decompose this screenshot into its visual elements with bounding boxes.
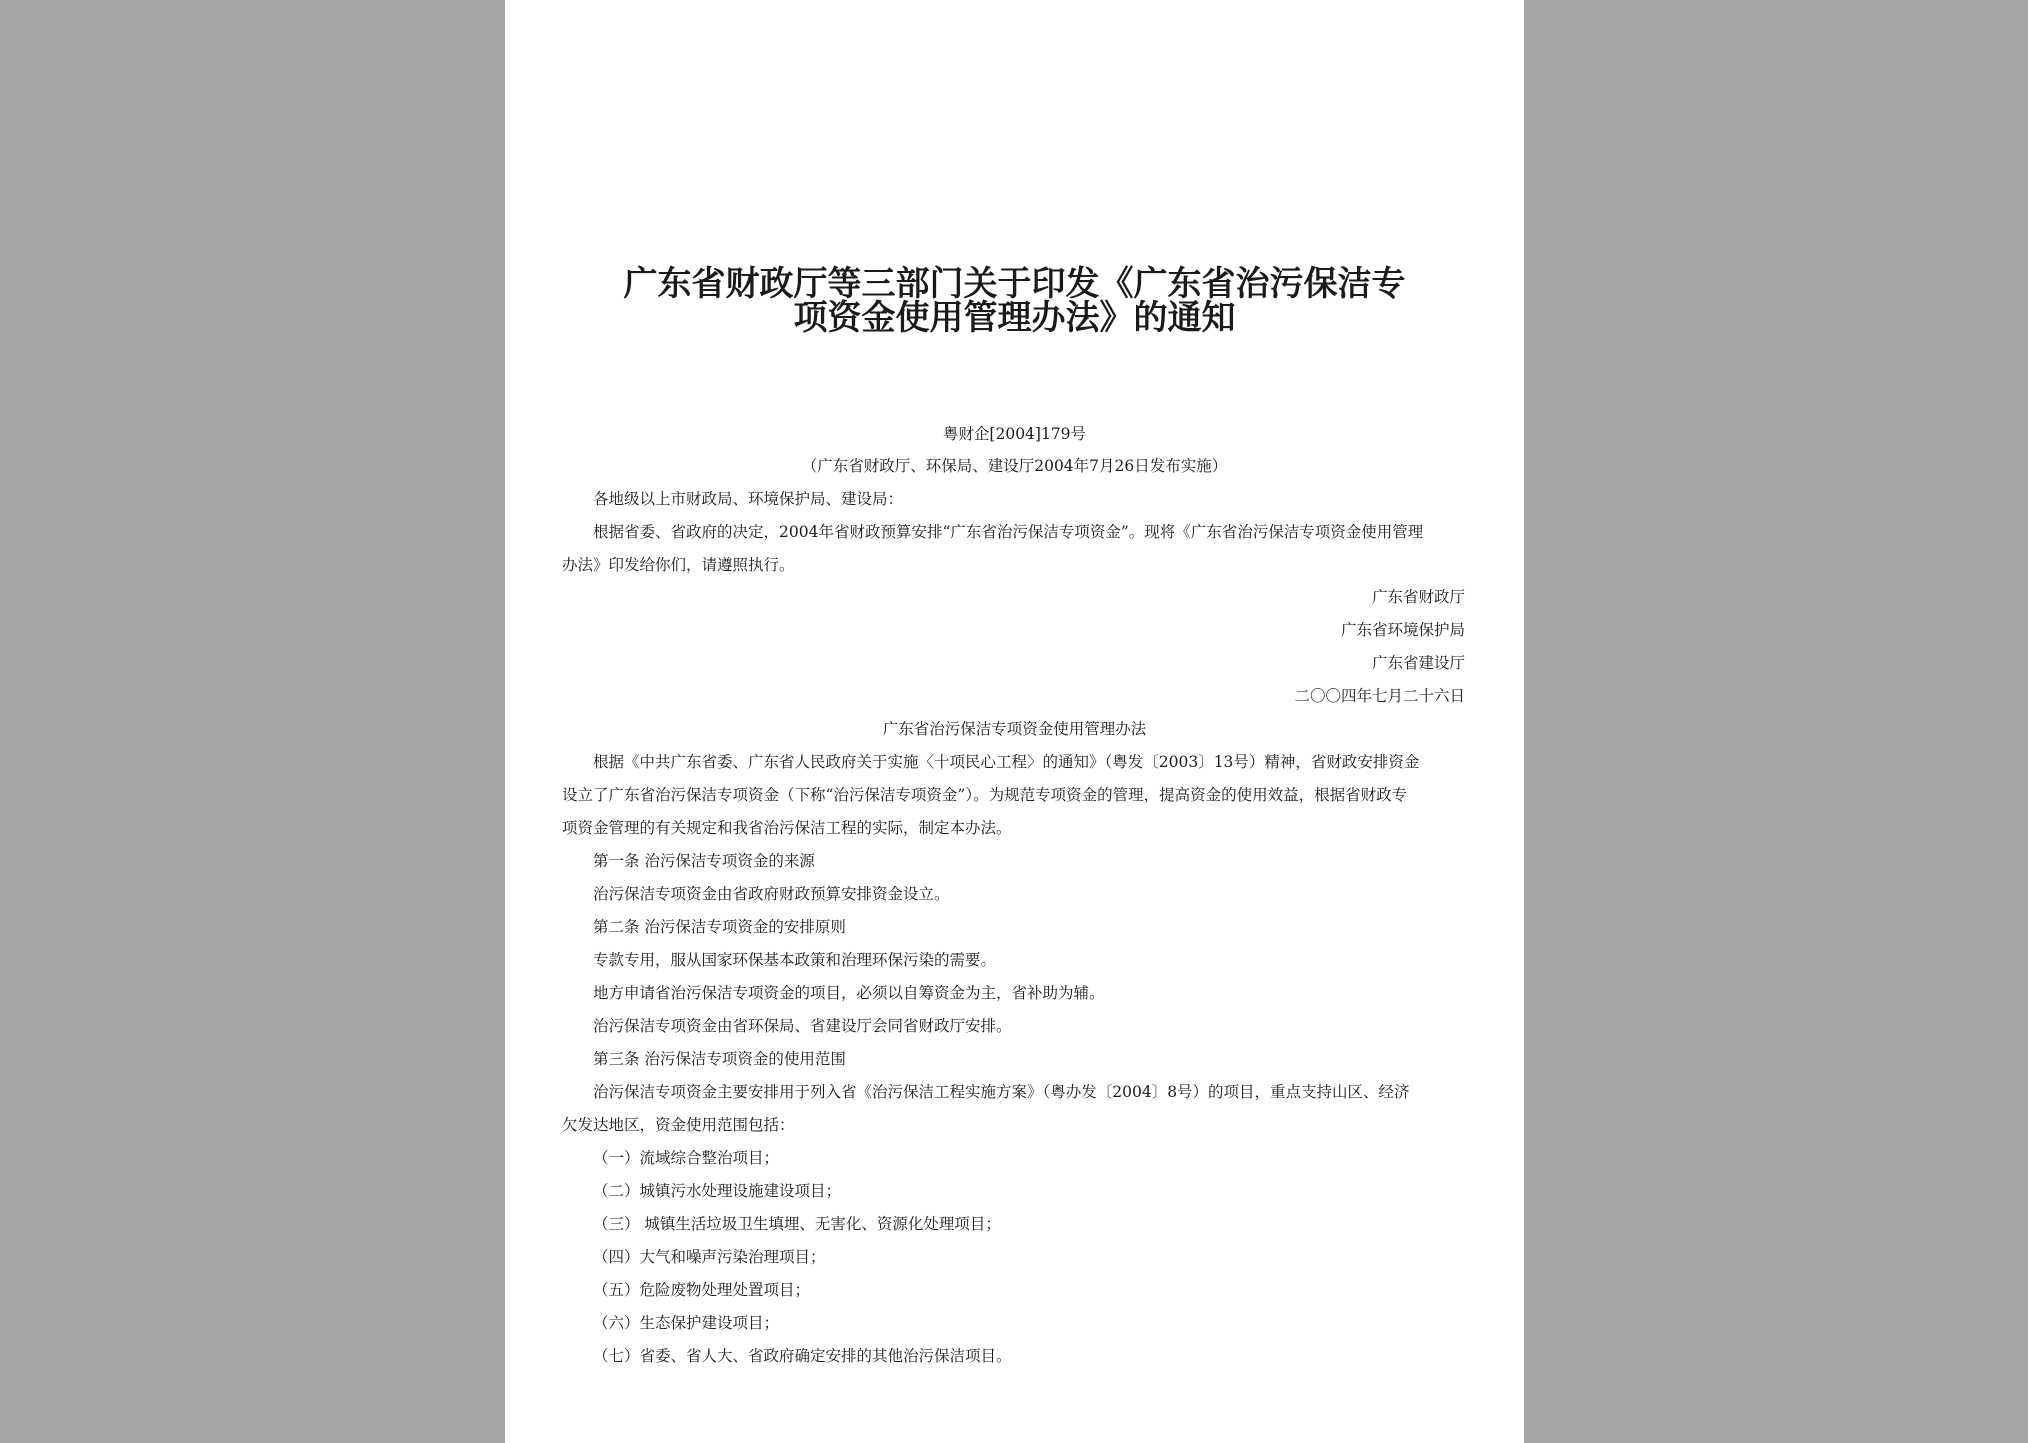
document-title-line-1: 广东省财政厅等三部门关于印发《广东省治污保洁专	[623, 264, 1406, 304]
scope-item-2: （二）城镇污水处理设施建设项目；	[593, 1182, 842, 1200]
article-2-text-2: 地方申请省治污保洁专项资金的项目，必须以自筹资金为主，省补助为辅。	[593, 984, 1105, 1002]
signatory-environment-bureau: 广东省环境保护局	[1340, 621, 1465, 639]
addressee: 各地级以上市财政局、环境保护局、建设局：	[593, 490, 904, 508]
issuance-note: （广东省财政厅、环保局、建设厅2004年7月26日发布实施）	[801, 457, 1228, 475]
scope-item-6: （六）生态保护建设项目；	[593, 1314, 780, 1332]
document-page	[505, 0, 1524, 1443]
article-2-heading: 第二条 治污保洁专项资金的安排原则	[593, 918, 846, 936]
signature-date: 二〇〇四年七月二十六日	[1294, 687, 1465, 705]
intro-paragraph-line-2: 办法》印发给你们，请遵照执行。	[562, 556, 795, 574]
scope-item-5: （五）危险废物处理处置项目；	[593, 1281, 811, 1299]
signatory-construction-dept: 广东省建设厅	[1371, 654, 1465, 672]
document-title-line-2: 项资金使用管理办法》的通知	[793, 298, 1236, 338]
article-2-text-1: 专款专用，服从国家环保基本政策和治理环保污染的需要。	[593, 951, 997, 969]
article-3-text-line-1: 治污保洁专项资金主要安排用于列入省《治污保洁工程实施方案》（粤办发〔2004〕8号）的项目，重点支持山区、经济	[593, 1083, 1410, 1101]
basis-paragraph-line-2: 设立了广东省治污保洁专项资金（下称“治污保洁专项资金”）。为规范专项资金的管理，提高资金的使用效益，根据省财政专	[562, 786, 1408, 804]
basis-paragraph-line-3: 项资金管理的有关规定和我省治污保洁工程的实际，制定本办法。	[562, 819, 1012, 837]
signatory-finance-dept: 广东省财政厅	[1371, 588, 1465, 606]
article-2-text-3: 治污保洁专项资金由省环保局、省建设厅会同省财政厅安排。	[593, 1017, 1012, 1035]
scope-item-1: （一）流域综合整治项目；	[593, 1149, 780, 1167]
intro-paragraph-line-1: 根据省委、省政府的决定，2004年省财政预算安排“广东省治污保洁专项资金”。现将《广东省治污保洁专项资金使用管理	[593, 523, 1424, 541]
scope-item-7: （七）省委、省人大、省政府确定安排的其他治污保洁项目。	[593, 1347, 1012, 1365]
article-3-text-line-2: 欠发达地区，资金使用范围包括：	[562, 1116, 795, 1134]
scope-item-3: （三） 城镇生活垃圾卫生填埋、无害化、资源化处理项目；	[593, 1215, 1001, 1233]
scope-item-4: （四）大气和噪声污染治理项目；	[593, 1248, 826, 1266]
article-3-heading: 第三条 治污保洁专项资金的使用范围	[593, 1050, 846, 1068]
article-1-text: 治污保洁专项资金由省政府财政预算安排资金设立。	[593, 885, 950, 903]
basis-paragraph-line-1: 根据《中共广东省委、广东省人民政府关于实施〈十项民心工程〉的通知》（粤发〔2003〕13号）精神，省财政安排资金	[593, 753, 1420, 771]
article-1-heading: 第一条 治污保洁专项资金的来源	[593, 852, 815, 870]
measures-title: 广东省治污保洁专项资金使用管理办法	[882, 720, 1147, 738]
document-number: 粤财企[2004]179号	[942, 425, 1087, 443]
